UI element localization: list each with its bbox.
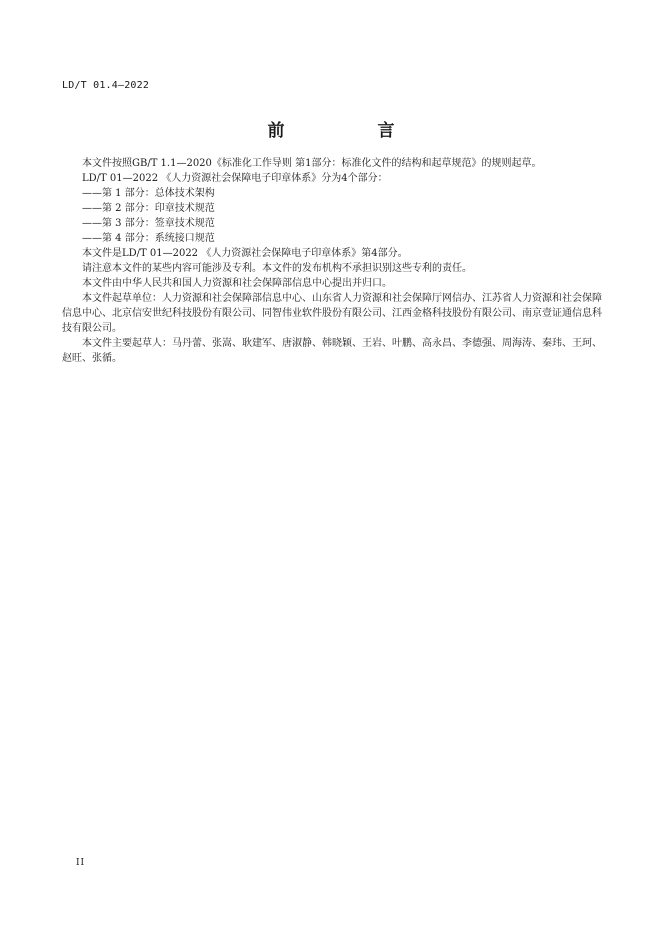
list-item-part-3: ——第 3 部分：签章技术规范 bbox=[82, 218, 215, 229]
foreword-body bbox=[62, 156, 602, 366]
paragraph-drafting-units: 本文件起草单位：人力资源和社会保障部信息中心、山东省人力资源和社会保障厅网信办、江苏省人力资源和社会保障信息中心、北京信安世纪科技股份有限公司、同智伟业软件股份有限公司、江西金格科技股份有限公司、南京壹证通信息科技有限公司。 bbox=[62, 293, 602, 334]
page-title: 前 言 bbox=[267, 121, 433, 141]
paragraph-parts-intro: LD/T 01—2022 《人力资源社会保障电子印章体系》分为4个部分： bbox=[82, 173, 388, 184]
paragraph-patent-notice: 请注意本文件的某些内容可能涉及专利。本文件的发布机构不承担识别这些专利的责任。 bbox=[82, 263, 472, 274]
standard-code: LD/T 01.4—2022 bbox=[62, 80, 150, 91]
page-number: II bbox=[76, 858, 86, 868]
list-item-part-2: ——第 2 部分：印章技术规范 bbox=[82, 203, 215, 214]
paragraph-part-statement: 本文件是LD/T 01—2022 《人力资源社会保障电子印章体系》第4部分。 bbox=[82, 248, 408, 259]
list-item-part-4: ——第 4 部分：系统接口规范 bbox=[82, 233, 215, 244]
paragraph-drafting-rules: 本文件按照GB/T 1.1—2020《标准化工作导则 第1部分：标准化文件的结构和起草规范》的规则起草。 bbox=[82, 158, 542, 169]
paragraph-drafters: 本文件主要起草人：马丹蕾、张嵩、耿建军、唐淑静、韩晓颖、王岩、叶鹏、高永昌、李德强、周海涛、秦玮、王珂、赵旺、张循。 bbox=[62, 338, 602, 364]
list-item-part-1: ——第 1 部分：总体技术架构 bbox=[82, 188, 215, 199]
paragraph-proposer: 本文件由中华人民共和国人力资源和社会保障部信息中心提出并归口。 bbox=[82, 278, 392, 289]
